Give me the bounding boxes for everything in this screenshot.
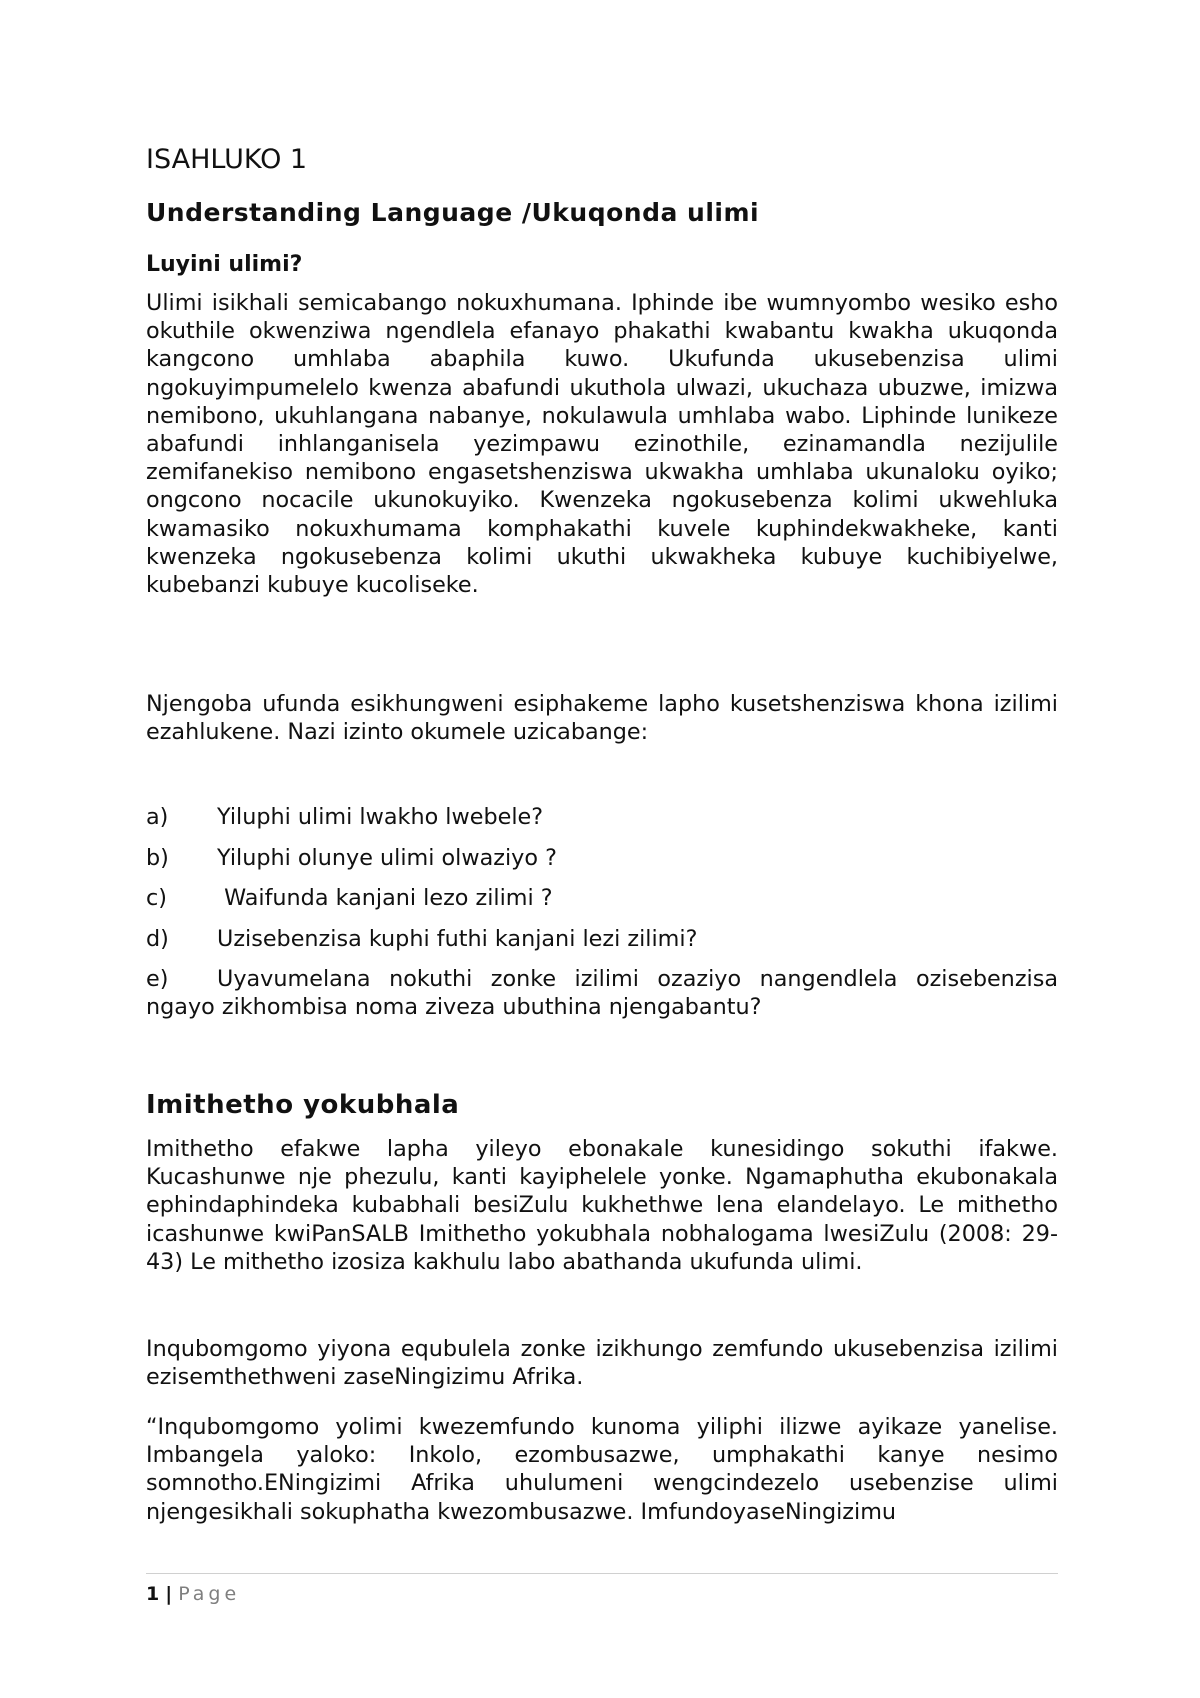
chapter-subtitle: Understanding Language /Ukuqonda ulimi xyxy=(146,198,760,227)
list-item-text: Waifunda kanjani lezo zilimi ? xyxy=(217,885,553,911)
policy-paragraph: Inqubomgomo yiyona equbulela zonke izikhungo zemfundo ukusebenzisa izilimi ezisemthethweni zaseNingizimu Afrika. xyxy=(146,1336,1058,1391)
question-heading: Luyini ulimi? xyxy=(146,252,303,277)
intro-paragraph: Ulimi isikhali semicabango nokuxhumana. Iphinde ibe wumnyombo wesiko esho okuthile okwenziwa ngendlela efanayo phakathi kwabantu kwakha ukuqonda kangcono umhlaba abaphila kuwo. Ukufunda ukusebenzisa ulimi ngokuyimpumelelo kwenza abafundi ukuthola ulwazi, ukuchaza ubuzwe, imizwa nemibono, ukuhlangana nabanye, nokulawula umhlaba wabo. Liphinde lunikeze abafundi inhlanganisela yezimpawu ezinothile, ezinamandla nezijulile zemifanekiso nemibono engasetshenziswa ukwakha umhlaba ukunaloku oyiko; ongcono nocacile ukunokuyiko. Kwenzeka ngokusebenza kolimi ukwehluka kwamasiko nokuxhumama komphakathi kuvele kuphindekwakheke, kanti kwenzeka ngokusebenza kolimi ukuthi ukwakheka kubuye kuchibiyelwe, kubebanzi kubuye kucoliseke. xyxy=(146,290,1058,599)
footer-separator: | xyxy=(165,1583,173,1605)
list-item xyxy=(146,965,1058,1021)
list-item xyxy=(146,803,1058,831)
list-item-text: Uyavumelana nokuthi zonke izilimi ozaziyo nangendlela ozisebenzisa ngayo zikhombisa noma ziveza ubuthina njengabantu? xyxy=(146,966,1058,1021)
page-label: Page xyxy=(178,1583,241,1605)
page-number: 1 xyxy=(146,1583,160,1605)
chapter-title: ISAHLUKO 1 xyxy=(146,144,308,175)
list-item xyxy=(146,884,1058,912)
footer-divider xyxy=(146,1573,1058,1574)
rules-paragraph: Imithetho efakwe lapha yileyo ebonakale kunesidingo sokuthi ifakwe. Kucashunwe nje phezulu, kanti kayiphelele yonke. Ngamaphutha ekubonakala ephindaphindeka kubabhali besiZulu kukhethwe lena elandelayo. Le mithetho icashunwe kwiPanSALB Imithetho yokubhala nobhalogama lwesiZulu (2008: 29-43) Le mithetho izosiza kakhulu labo abathanda ukufunda ulimi. xyxy=(146,1136,1058,1275)
list-item-text: Yiluphi olunye ulimi olwaziyo ? xyxy=(217,844,557,871)
list-item-text: Uzisebenzisa kuphi futhi kanjani lezi zilimi? xyxy=(217,925,698,952)
list-marker: a) xyxy=(146,804,169,830)
list-item-text: Yiluphi ulimi lwakho lwebele? xyxy=(217,804,544,830)
context-paragraph: Njengoba ufunda esikhungweni esiphakeme lapho kusetshenziswa khona izilimi ezahlukene. Nazi izinto okumele uzicabange: xyxy=(146,691,1058,746)
page-footer xyxy=(146,1583,240,1605)
question-list xyxy=(146,803,1058,1034)
list-item xyxy=(146,844,1058,872)
section-heading: Imithetho yokubhala xyxy=(146,1090,460,1120)
list-marker: b) xyxy=(146,844,169,871)
list-marker: c) xyxy=(146,885,167,911)
list-marker: d) xyxy=(146,925,169,952)
quote-paragraph: “Inqubomgomo yolimi kwezemfundo kunoma yiliphi ilizwe ayikaze yanelise. Imbangela yaloko: Inkolo, ezombusazwe, umphakathi kanye nesimo somnotho.ENingizimi Afrika uhulumeni wengcindezelo usebenzise ulimi njengesikhali sokuphatha kwezombusazwe. ImfundoyaseNingizimu xyxy=(146,1414,1058,1525)
list-marker: e) xyxy=(146,966,169,992)
list-item xyxy=(146,925,1058,953)
